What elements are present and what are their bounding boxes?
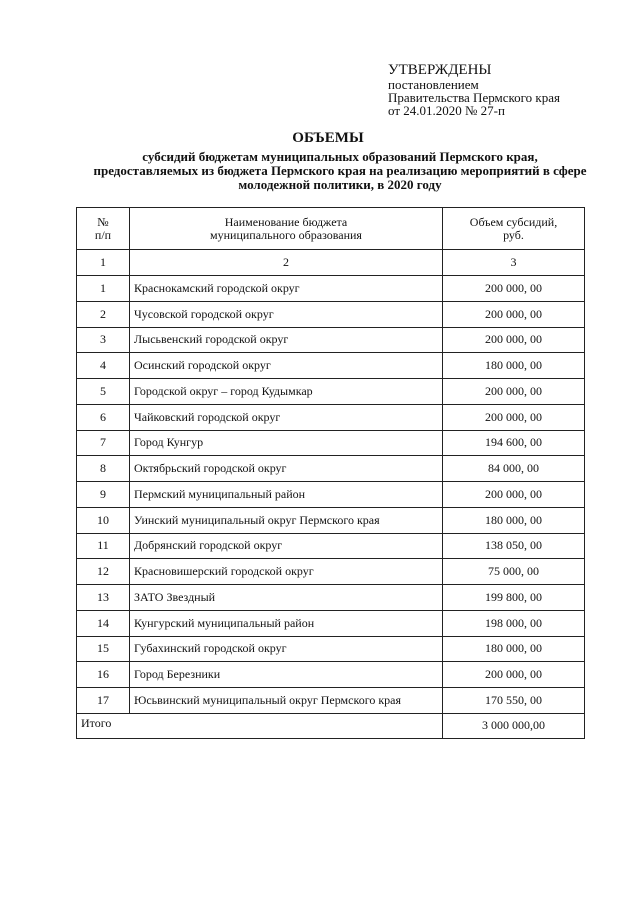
subsidy-amount: 200 000, 00 xyxy=(443,327,585,353)
row-number: 14 xyxy=(77,610,130,636)
table-row xyxy=(77,404,585,430)
municipality-name: Городской округ – город Кудымкар xyxy=(130,379,443,405)
document-subtitle: субсидий бюджетам муниципальных образований Пермского края, предоставляемых из бюджета Пермского края на реализацию мероприятий в сфере молодежной политики, в 2020 году xyxy=(93,149,587,192)
row-number: 1 xyxy=(77,276,130,302)
column-number: 1 xyxy=(77,250,130,276)
municipality-name: Губахинский городской округ xyxy=(130,636,443,662)
total-amount: 3 000 000,00 xyxy=(443,713,585,738)
total-label: Итого xyxy=(77,713,443,738)
subsidy-amount: 180 000, 00 xyxy=(443,353,585,379)
row-number: 2 xyxy=(77,301,130,327)
table-row xyxy=(77,301,585,327)
table-row xyxy=(77,379,585,405)
column-number: 2 xyxy=(130,250,443,276)
table-row xyxy=(77,688,585,714)
approval-heading: УТВЕРЖДЕНЫ xyxy=(388,62,492,78)
table-row xyxy=(77,456,585,482)
row-number: 3 xyxy=(77,327,130,353)
municipality-name: Город Березники xyxy=(130,662,443,688)
subsidy-amount: 84 000, 00 xyxy=(443,456,585,482)
subsidy-amount: 199 800, 00 xyxy=(443,585,585,611)
row-number: 17 xyxy=(77,688,130,714)
subsidy-amount: 138 050, 00 xyxy=(443,533,585,559)
municipality-name: Юсьвинский муниципальный округ Пермского края xyxy=(130,688,443,714)
row-number: 10 xyxy=(77,507,130,533)
table-row xyxy=(77,327,585,353)
municipality-name: Лысьвенский городской округ xyxy=(130,327,443,353)
row-number: 4 xyxy=(77,353,130,379)
row-number: 11 xyxy=(77,533,130,559)
municipality-name: Пермский муниципальный район xyxy=(130,482,443,508)
row-number: 15 xyxy=(77,636,130,662)
column-number-row xyxy=(77,250,585,276)
row-number: 9 xyxy=(77,482,130,508)
column-number: 3 xyxy=(443,250,585,276)
table-header xyxy=(77,208,585,250)
row-number: 8 xyxy=(77,456,130,482)
approval-stamp xyxy=(388,62,628,117)
table-row xyxy=(77,610,585,636)
subsidy-amount: 194 600, 00 xyxy=(443,430,585,456)
row-number: 6 xyxy=(77,404,130,430)
approval-line: Правительства Пермского края xyxy=(388,90,560,105)
table-row xyxy=(77,585,585,611)
subsidy-table xyxy=(76,207,585,739)
total-row xyxy=(77,713,585,738)
municipality-name: Уинский муниципальный округ Пермского края xyxy=(130,507,443,533)
municipality-name: Город Кунгур xyxy=(130,430,443,456)
header-text: муниципального образования xyxy=(210,227,362,242)
row-number: 7 xyxy=(77,430,130,456)
subsidy-amount: 200 000, 00 xyxy=(443,404,585,430)
table-row xyxy=(77,353,585,379)
header-text: Объем субсидий, xyxy=(469,214,558,229)
municipality-name: ЗАТО Звездный xyxy=(130,585,443,611)
header-text: п/п xyxy=(94,227,112,242)
municipality-name: Осинский городской округ xyxy=(130,353,443,379)
table-row xyxy=(77,507,585,533)
subsidy-amount: 200 000, 00 xyxy=(443,276,585,302)
table-row xyxy=(77,276,585,302)
approval-line: постановлением xyxy=(388,77,479,92)
approval-date-line: от 24.01.2020 № 27-п xyxy=(388,103,505,118)
table-row xyxy=(77,636,585,662)
header-text: Наименование бюджета xyxy=(224,214,348,229)
row-number: 13 xyxy=(77,585,130,611)
header-number xyxy=(77,208,130,250)
table-row xyxy=(77,662,585,688)
municipality-name: Добрянский городской округ xyxy=(130,533,443,559)
municipality-name: Кунгурский муниципальный район xyxy=(130,610,443,636)
header-amount xyxy=(443,208,585,250)
subsidy-amount: 200 000, 00 xyxy=(443,482,585,508)
subsidy-amount: 200 000, 00 xyxy=(443,301,585,327)
municipality-name: Чайковский городской округ xyxy=(130,404,443,430)
table-body xyxy=(77,250,585,714)
row-number: 12 xyxy=(77,559,130,585)
subsidy-amount: 180 000, 00 xyxy=(443,636,585,662)
subsidy-amount: 180 000, 00 xyxy=(443,507,585,533)
municipality-name: Красновишерский городской округ xyxy=(130,559,443,585)
header-text: № xyxy=(97,214,109,229)
row-number: 5 xyxy=(77,379,130,405)
header-name xyxy=(130,208,443,250)
header-text: руб. xyxy=(503,227,524,242)
subsidy-amount: 200 000, 00 xyxy=(443,662,585,688)
municipality-name: Краснокамский городской округ xyxy=(130,276,443,302)
table-row xyxy=(77,482,585,508)
subsidy-amount: 75 000, 00 xyxy=(443,559,585,585)
table-row xyxy=(77,533,585,559)
row-number: 16 xyxy=(77,662,130,688)
table-row xyxy=(77,559,585,585)
subsidy-amount: 200 000, 00 xyxy=(443,379,585,405)
municipality-name: Чусовской городской округ xyxy=(130,301,443,327)
municipality-name: Октябрьский городской округ xyxy=(130,456,443,482)
table-row xyxy=(77,430,585,456)
subsidy-amount: 198 000, 00 xyxy=(443,610,585,636)
subsidy-amount: 170 550, 00 xyxy=(443,688,585,714)
document-title: ОБЪЕМЫ xyxy=(292,130,364,146)
